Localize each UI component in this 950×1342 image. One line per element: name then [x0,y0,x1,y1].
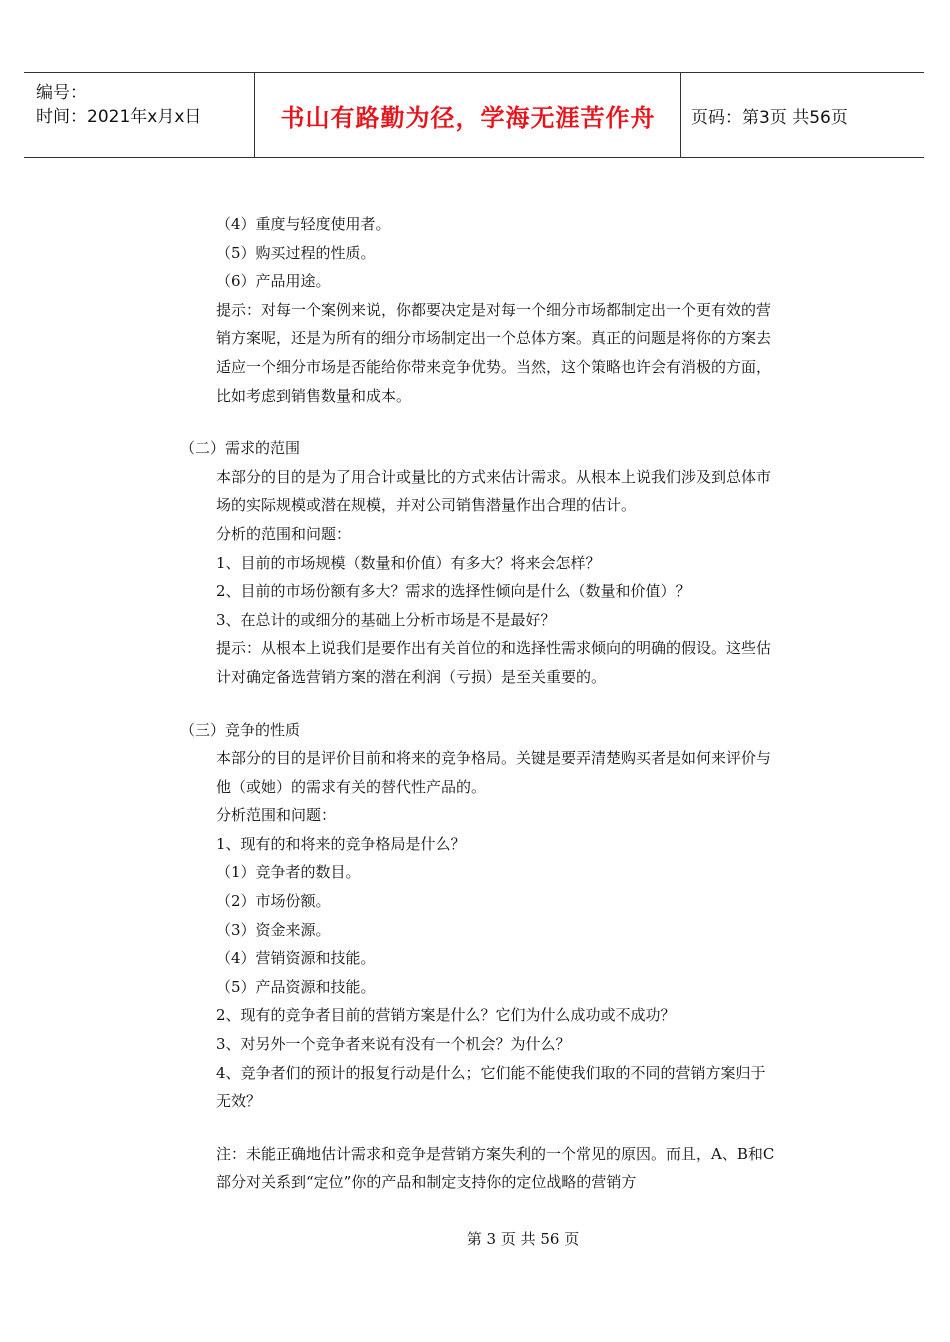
section-heading: （三）竞争的性质 [180,720,301,739]
section-heading: （二）需求的范围 [180,439,301,458]
document-time-label: 时间：2021年x月x日 [36,107,202,127]
page-header [24,72,924,158]
body-paragraph: 提示：对每一个案例来说，你都要决定是对每一个细分市场都制定出一个更有效的营销方案呢，还是为所有的细分市场制定出一个总体方案。真正的问题是将你的方案去适应一个细分市场是否能给你带来竞争优势。当然，这个策略也许会有消极的方面，比如考虑到销售数量和成本。 [216,300,772,405]
body-paragraph: 分析的范围和问题： [216,524,352,543]
body-paragraph: （2）市场份额。 [216,892,331,911]
body-paragraph: 注：未能正确地估计需求和竞争是营销方案失利的一个常见的原因。而且，A、B和C部分对关系到“定位”你的产品和制定支持你的定位战略的营销方 [216,1144,775,1192]
body-paragraph: 本部分的目的是为了用合计或量比的方式来估计需求。从根本上说我们涉及到总体市场的实际规模或潜在规模，并对公司销售潜量作出合理的估计。 [216,467,772,515]
body-paragraph: 4、竞争者们的预计的报复行动是什么；它们能不能使我们取的不同的营销方案归于无效？ [216,1063,766,1111]
body-paragraph: 3、对另外一个竞争者来说有没有一个机会？为什么？ [216,1035,571,1054]
body-paragraph: 3、在总计的或细分的基础上分析市场是不是最好？ [216,610,556,629]
body-paragraph: 分析范围和问题： [216,806,337,825]
body-paragraph: 2、目前的市场份额有多大？需求的选择性倾向是什么（数量和价值）？ [216,582,691,601]
body-paragraph: 提示：从根本上说我们是要作出有关首位的和选择性需求倾向的明确的假设。这些估计对确定备选营销方案的潜在利润（亏损）是至关重要的。 [216,639,772,686]
header-divider-right [680,73,681,157]
paragraph-spacer [180,692,780,716]
body-paragraph: 1、现有的和将来的竞争格局是什么？ [216,834,466,853]
header-page-number: 页码：第3页 共56页 [691,107,848,128]
header-divider-left [254,73,255,157]
document-number-label: 编号： [36,83,87,103]
header-motto: 书山有路勤为径，学海无涯苦作舟 [280,103,656,132]
body-paragraph: 1、目前的市场规模（数量和价值）有多大？将来会怎样？ [216,553,601,572]
document-body [180,210,780,1197]
body-paragraph: （3）资金来源。 [216,920,331,939]
body-paragraph: （5）产品资源和技能。 [216,977,376,996]
body-paragraph: （4）营销资源和技能。 [216,949,376,968]
page-footer [0,1228,950,1249]
paragraph-spacer [180,1116,780,1140]
body-paragraph: （5）购买过程的性质。 [216,243,376,262]
body-paragraph: （1）竞争者的数目。 [216,863,361,882]
body-paragraph: 本部分的目的是评价目前和将来的竞争格局。关键是要弄清楚购买者是如何来评价与他（或她）的需求有关的替代性产品的。 [216,749,772,796]
header-meta [36,81,201,129]
body-paragraph: （6）产品用途。 [216,272,331,291]
footer-page-number: 第 3 页 共 56 页 [466,1230,580,1248]
paragraph-spacer [180,410,780,434]
body-paragraph: 2、现有的竞争者目前的营销方案是什么？它们为什么成功或不成功？ [216,1006,676,1025]
body-paragraph: （4）重度与轻度使用者。 [216,215,391,233]
